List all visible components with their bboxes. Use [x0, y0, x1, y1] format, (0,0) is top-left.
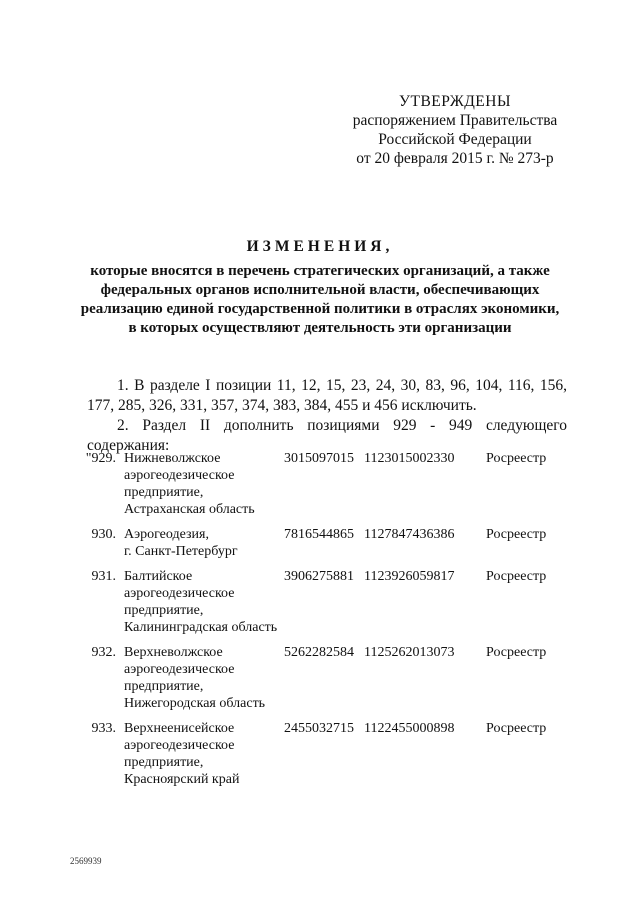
approval-heading: УТВЕРЖДЕНЫ — [399, 93, 511, 110]
ogrn-code: 1123015002330 — [364, 451, 455, 466]
federal-agency: Росреестр — [486, 451, 547, 466]
organization-name-line: Аэрогеодезия, — [124, 527, 209, 542]
inn-code: 3906275881 — [284, 569, 354, 584]
subtitle-line-3: реализацию единой государственной политики в отраслях экономики, — [80, 301, 560, 317]
table-row — [70, 450, 576, 518]
approval-line-3: от 20 февраля 2015 г. № 273-р — [356, 150, 554, 167]
approval-block — [330, 92, 580, 168]
subtitle-line-2: федеральных органов исполнительной власти, обеспечивающих — [100, 282, 540, 298]
organization-name — [124, 568, 284, 636]
position-number: 933. — [91, 721, 116, 736]
organization-name — [124, 450, 284, 518]
organization-name-line: аэрогеодезическое — [124, 468, 235, 483]
inn-code: 3015097015 — [284, 451, 354, 466]
position-number: 931. — [91, 569, 116, 584]
ogrn-code: 1127847436386 — [364, 527, 455, 542]
row-spacer — [70, 560, 576, 568]
position-number: 930. — [91, 527, 116, 542]
federal-agency: Росреестр — [486, 569, 547, 584]
organizations-table — [70, 450, 576, 788]
organization-name-line: Верхневолжское — [124, 645, 223, 660]
organization-name-line: Астраханская область — [124, 502, 255, 517]
organization-name — [124, 644, 284, 712]
document-id-footer: 2569939 — [70, 856, 102, 866]
position-number: "929. — [85, 451, 116, 466]
table-row — [70, 568, 576, 636]
organization-name-line: аэрогеодезическое — [124, 738, 235, 753]
position-number: 932. — [91, 645, 116, 660]
table-row — [70, 526, 576, 560]
organization-name-line: Калининградская область — [124, 620, 278, 635]
approval-line-1: распоряжением Правительства — [352, 112, 558, 129]
row-spacer — [70, 636, 576, 644]
paragraph-1: 1. В разделе I позиции 11, 12, 15, 23, 24, 30, 83, 96, 104, 116, 156, 177, 285, 326, 331, 357, 374, 383, 384, 455 и 456 исключить. — [87, 377, 567, 414]
row-spacer — [70, 712, 576, 720]
table-row — [70, 644, 576, 712]
federal-agency: Росреестр — [486, 645, 547, 660]
organization-name-line: предприятие, — [124, 485, 204, 500]
inn-code: 7816544865 — [284, 527, 354, 542]
subtitle-line-4: в которых осуществляют деятельность эти организации — [128, 320, 512, 336]
table-row — [70, 720, 576, 788]
document-subtitle — [60, 262, 580, 338]
federal-agency: Росреестр — [486, 721, 547, 736]
organization-name-line: аэрогеодезическое — [124, 586, 235, 601]
subtitle-line-1: которые вносятся в перечень стратегических организаций, а также — [90, 263, 550, 279]
organization-name — [124, 720, 284, 788]
organization-name-line: Балтийское — [124, 569, 193, 584]
organization-name-line: предприятие, — [124, 679, 204, 694]
organization-name-line: Нижневолжское — [124, 451, 221, 466]
federal-agency: Росреестр — [486, 527, 547, 542]
inn-code: 2455032715 — [284, 721, 354, 736]
ogrn-code: 1123926059817 — [364, 569, 455, 584]
approval-line-2: Российской Федерации — [378, 131, 532, 148]
row-spacer — [70, 518, 576, 526]
organization-name-line: Верхнеенисейское — [124, 721, 235, 736]
inn-code: 5262282584 — [284, 645, 354, 660]
organization-name-line: Нижегородская область — [124, 696, 266, 711]
organization-name-line: предприятие, — [124, 603, 204, 618]
organization-name-line: предприятие, — [124, 755, 204, 770]
ogrn-code: 1125262013073 — [364, 645, 455, 660]
document-title: ИЗМЕНЕНИЯ, — [246, 238, 394, 255]
paragraph-2: 2. Раздел II дополнить позициями 929 - 949 следующего содержания: — [87, 417, 567, 454]
organization-name-line: Красноярский край — [124, 772, 240, 787]
organization-name — [124, 526, 284, 560]
organization-name-line: аэрогеодезическое — [124, 662, 235, 677]
organization-name-line: г. Санкт-Петербург — [124, 544, 238, 559]
ogrn-code: 1122455000898 — [364, 721, 455, 736]
